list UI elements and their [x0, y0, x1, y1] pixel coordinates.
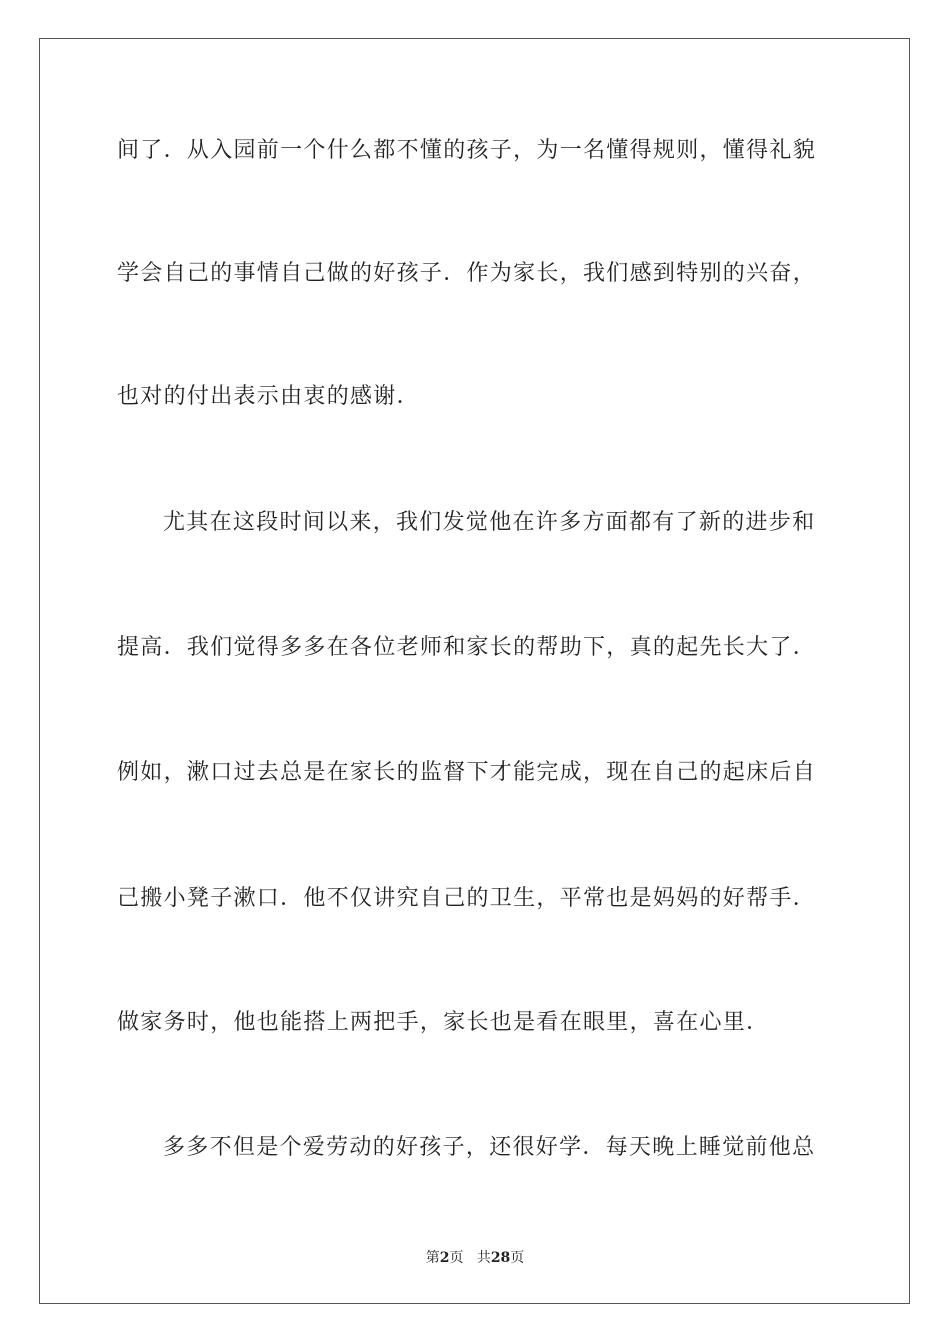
- page-border: [39, 38, 910, 1304]
- body-line-3: 也对的付出表示由衷的感谢．: [117, 384, 420, 409]
- body-line-5: 提高．我们觉得多多在各位老师和家长的帮助下，真的起先长大了．: [117, 635, 817, 660]
- body-line-8: 做家务时，他也能搭上两把手，家长也是看在眼里，喜在心里．: [117, 1010, 770, 1035]
- page-footer: [0, 1247, 950, 1267]
- body-line-2: 学会自己的事情自己做的好孩子．作为家长，我们感到特别的兴奋，: [117, 261, 817, 286]
- body-line-7: 己搬小凳子漱口．他不仅讲究自己的卫生，平常也是妈妈的好帮手．: [117, 886, 817, 911]
- body-line-6: 例如，漱口过去总是在家长的监督下才能完成，现在自己的起床后自: [117, 760, 817, 785]
- total-pages: 28: [490, 1250, 511, 1266]
- total-prefix: 共: [476, 1250, 491, 1266]
- page-suffix: 页: [449, 1250, 464, 1266]
- body-line-9: 多多不但是个爱劳动的好孩子，还很好学．每天晚上睡觉前他总: [163, 1135, 816, 1160]
- body-line-4: 尤其在这段时间以来，我们发觉他在许多方面都有了新的进步和: [163, 510, 816, 535]
- total-suffix: 页: [510, 1250, 525, 1266]
- page-number: 2: [439, 1250, 450, 1266]
- page-prefix: 第: [425, 1250, 440, 1266]
- body-line-1: 间了．从入园前一个什么都不懂的孩子，为一名懂得规则，懂得礼貌: [117, 138, 817, 163]
